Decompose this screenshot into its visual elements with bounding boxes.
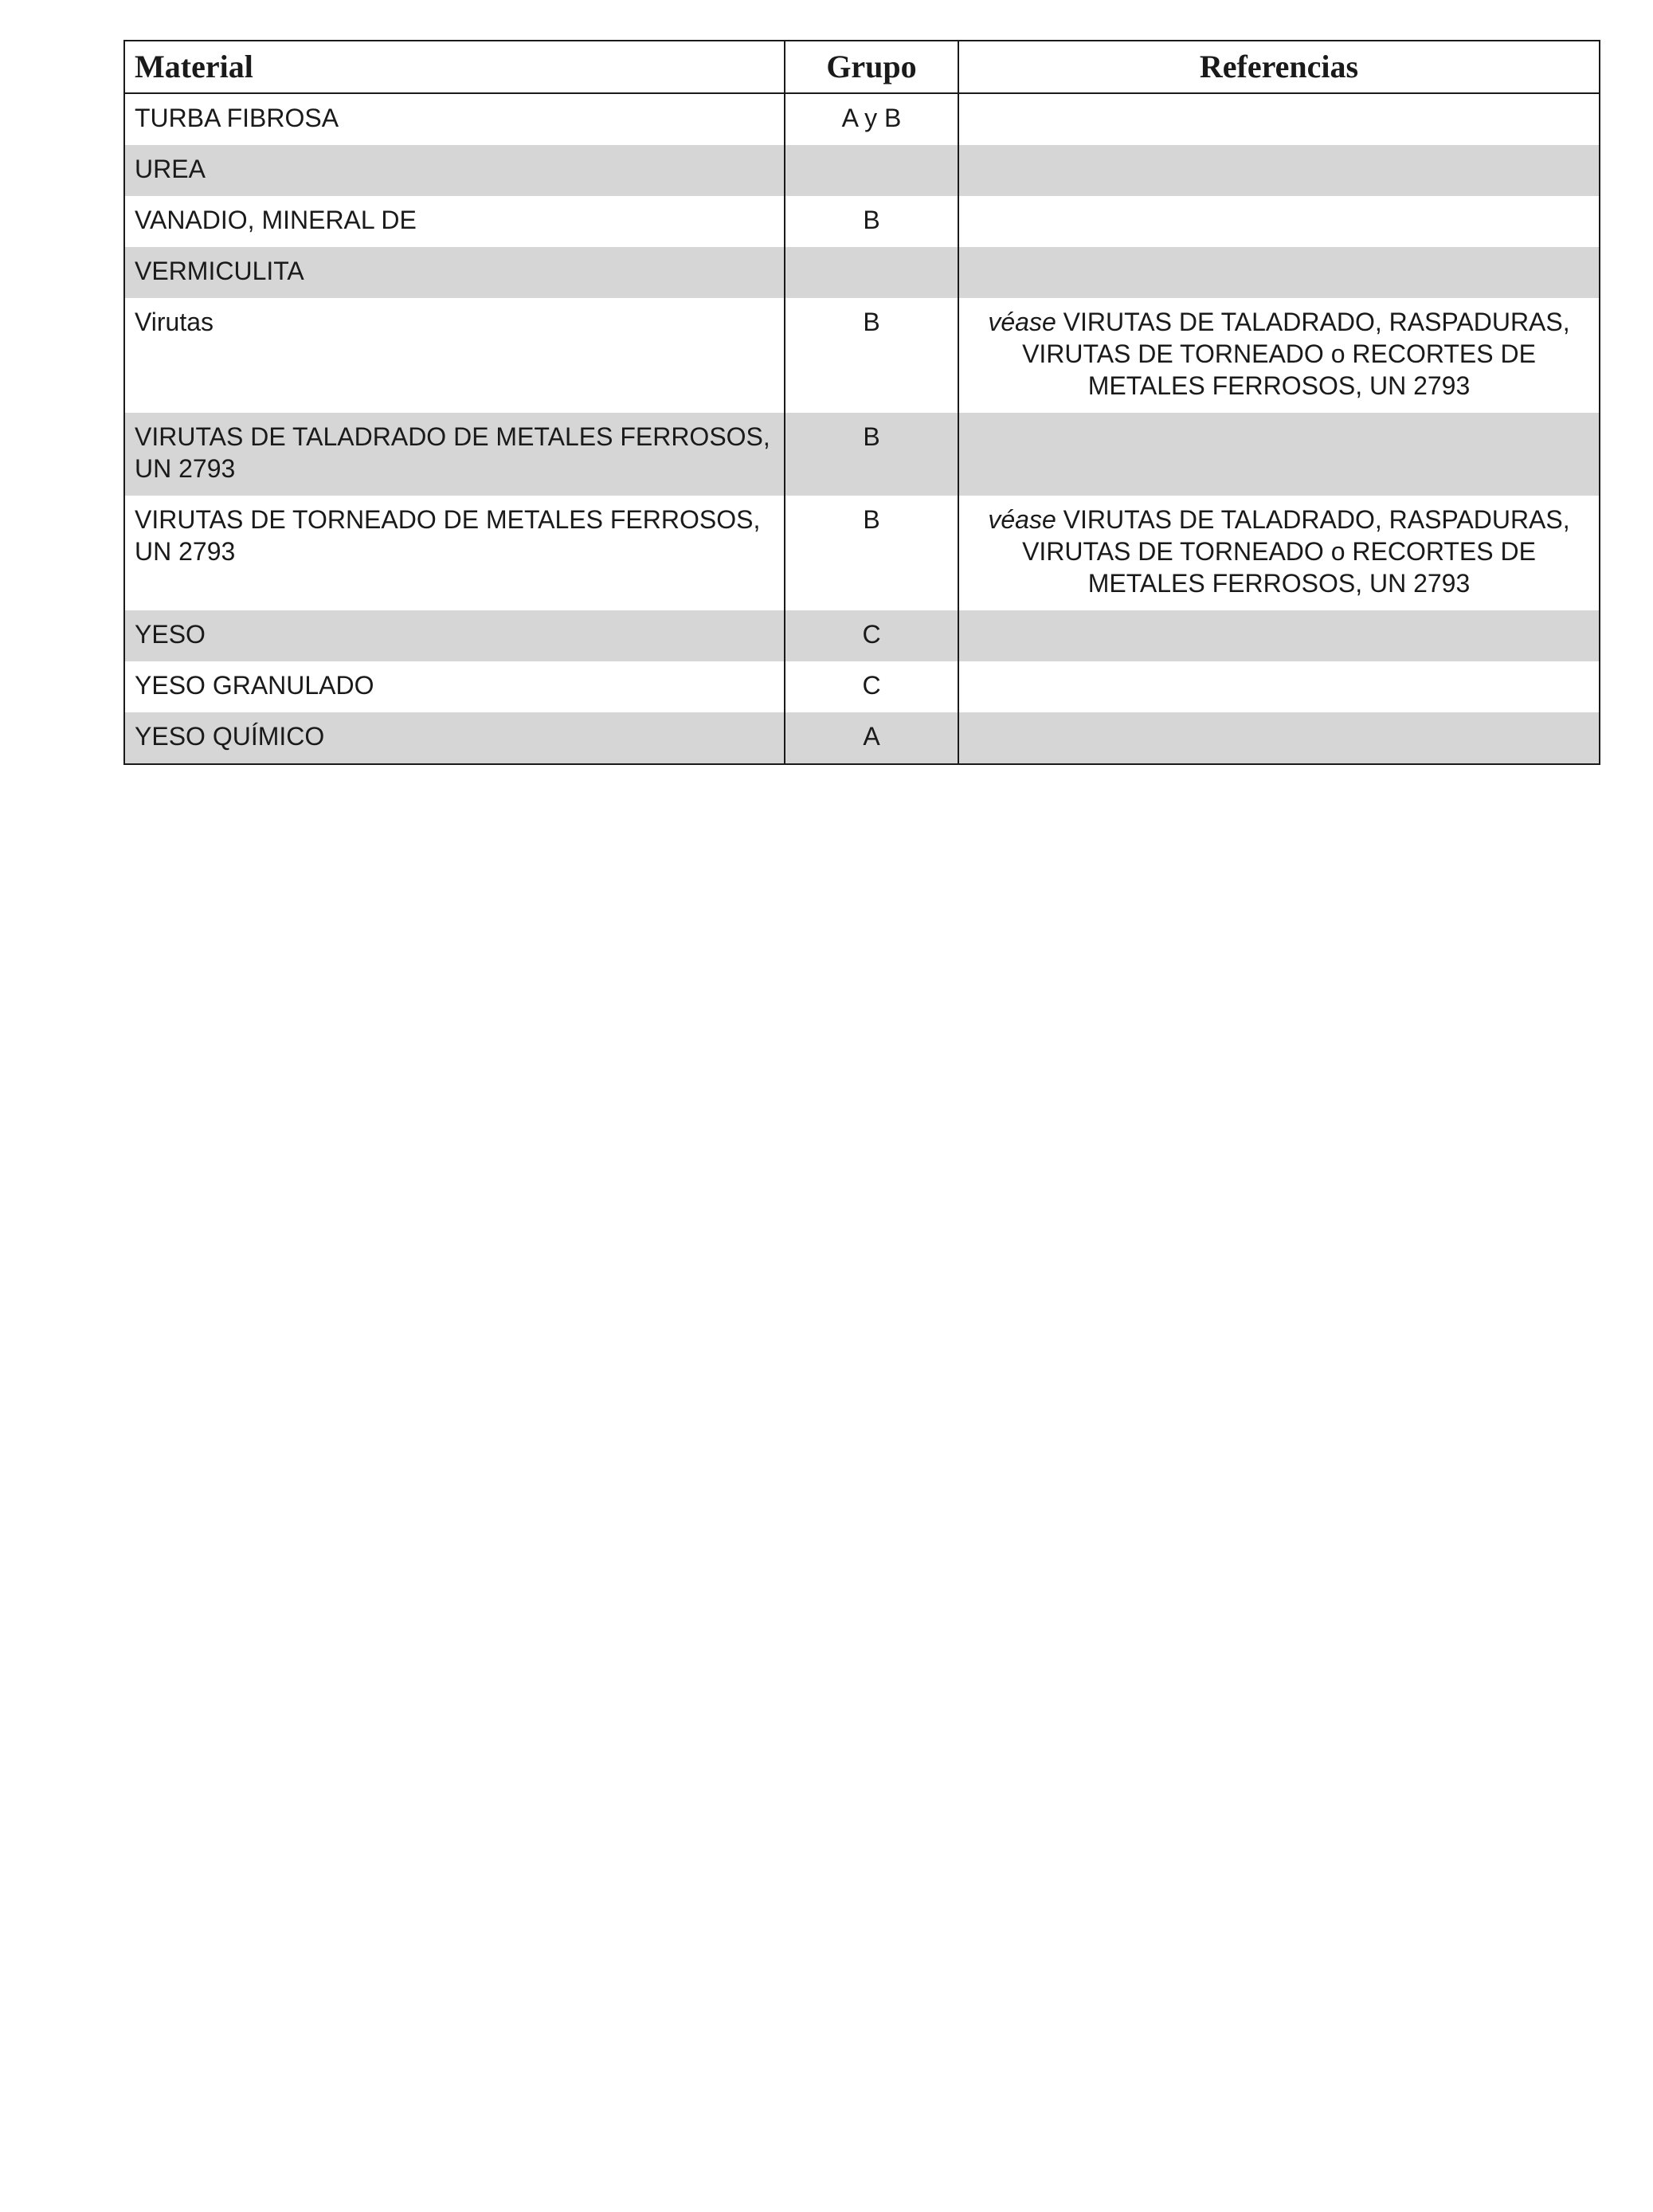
ref-prefix: véase bbox=[988, 308, 1056, 336]
cell-material: VANADIO, MINERAL DE bbox=[124, 196, 785, 247]
table-row bbox=[124, 661, 1600, 712]
cell-material: VIRUTAS DE TALADRADO DE METALES FERROSOS, UN 2793 bbox=[124, 413, 785, 496]
cell-material: UREA bbox=[124, 145, 785, 196]
cell-referencias bbox=[958, 661, 1600, 712]
ref-text: VIRUTAS DE TALADRADO, RASPADURAS, VIRUTAS DE TORNEADO o RECORTES DE METALES FERROSOS, UN 2793 bbox=[1022, 308, 1570, 400]
table-row bbox=[124, 247, 1600, 298]
cell-material: YESO GRANULADO bbox=[124, 661, 785, 712]
cell-material: TURBA FIBROSA bbox=[124, 93, 785, 145]
table-body bbox=[124, 93, 1600, 764]
table-row bbox=[124, 145, 1600, 196]
header-referencias: Referencias bbox=[958, 41, 1600, 93]
cell-grupo: A y B bbox=[785, 93, 958, 145]
table-header-row bbox=[124, 41, 1600, 93]
cell-referencias bbox=[958, 145, 1600, 196]
cell-material: VERMICULITA bbox=[124, 247, 785, 298]
cell-grupo: A bbox=[785, 712, 958, 764]
cell-referencias bbox=[958, 196, 1600, 247]
cell-referencias bbox=[958, 712, 1600, 764]
ref-text: VIRUTAS DE TALADRADO, RASPADURAS, VIRUTAS DE TORNEADO o RECORTES DE METALES FERROSOS, UN 2793 bbox=[1022, 505, 1570, 598]
materials-table bbox=[123, 40, 1600, 765]
table-row bbox=[124, 496, 1600, 610]
table-row bbox=[124, 413, 1600, 496]
cell-material: YESO QUÍMICO bbox=[124, 712, 785, 764]
cell-material: Virutas bbox=[124, 298, 785, 413]
cell-grupo: C bbox=[785, 610, 958, 661]
table-row bbox=[124, 196, 1600, 247]
cell-referencias bbox=[958, 413, 1600, 496]
header-material: Material bbox=[124, 41, 785, 93]
cell-grupo: C bbox=[785, 661, 958, 712]
cell-grupo bbox=[785, 247, 958, 298]
cell-referencias bbox=[958, 247, 1600, 298]
header-grupo: Grupo bbox=[785, 41, 958, 93]
cell-grupo: B bbox=[785, 196, 958, 247]
cell-referencias bbox=[958, 496, 1600, 610]
ref-prefix: véase bbox=[988, 505, 1056, 534]
table-row bbox=[124, 298, 1600, 413]
table-row bbox=[124, 93, 1600, 145]
table-row bbox=[124, 610, 1600, 661]
cell-referencias bbox=[958, 298, 1600, 413]
cell-material: VIRUTAS DE TORNEADO DE METALES FERROSOS, UN 2793 bbox=[124, 496, 785, 610]
cell-grupo bbox=[785, 145, 958, 196]
cell-referencias bbox=[958, 610, 1600, 661]
cell-referencias bbox=[958, 93, 1600, 145]
table-row bbox=[124, 712, 1600, 764]
cell-grupo: B bbox=[785, 496, 958, 610]
cell-grupo: B bbox=[785, 298, 958, 413]
cell-material: YESO bbox=[124, 610, 785, 661]
cell-grupo: B bbox=[785, 413, 958, 496]
